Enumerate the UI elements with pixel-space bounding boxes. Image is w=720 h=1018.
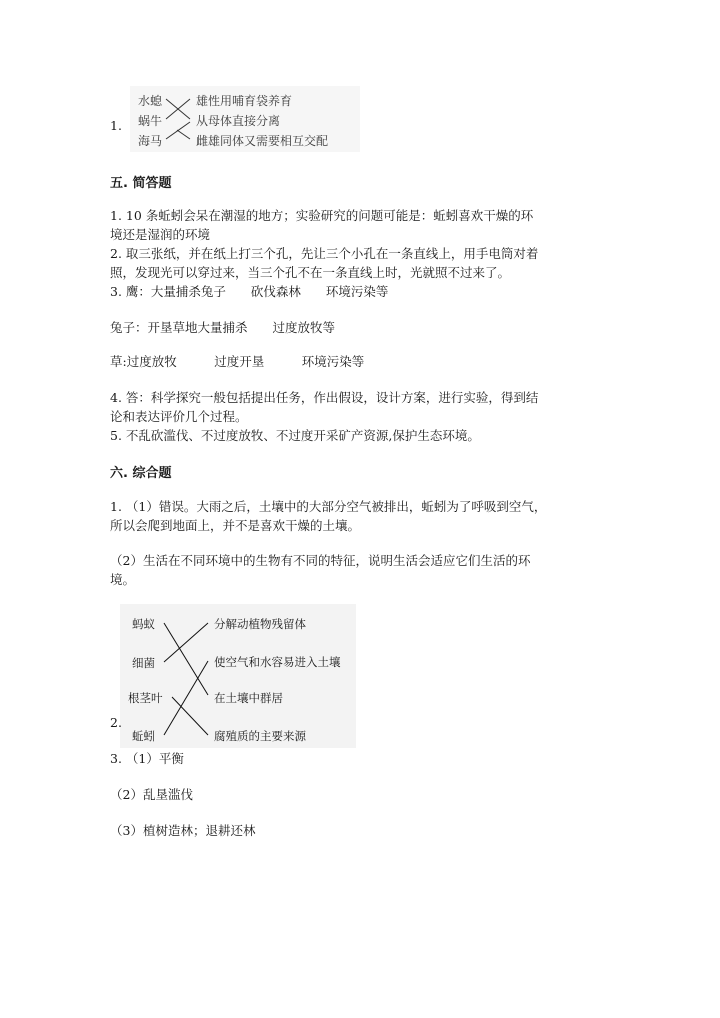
q1-left-item: 蜗牛 xyxy=(138,114,163,128)
answer-6-1 xyxy=(110,497,615,535)
answer-line: 所以会爬到地面上，并不是喜欢干燥的土壤。 xyxy=(110,518,361,533)
q1-right-item: 从母体直接分离 xyxy=(196,114,281,128)
section-6-heading: 六. 综合题 xyxy=(110,466,172,481)
q1-right-item: 雄性用哺育袋养育 xyxy=(196,94,293,108)
section-5-heading: 五. 简答题 xyxy=(110,176,172,191)
q1-line xyxy=(177,130,190,139)
answer-6-1-2 xyxy=(110,551,615,589)
answer-line: 照，发现光可以穿过来，当三个孔不在一条直线上时，光就照不过来了。 xyxy=(110,265,511,280)
answer-line: 境还是湿润的环境 xyxy=(110,227,211,242)
matching-diagram-1 xyxy=(130,86,360,152)
answer-line: 论和表达评价几个过程。 xyxy=(110,409,248,424)
q2-right-item: 使空气和水容易进入土壤 xyxy=(214,655,341,669)
q1-left-item: 水螅 xyxy=(138,94,163,108)
q2-right-item: 分解动植物残留体 xyxy=(214,617,306,631)
q1-number: 1. xyxy=(110,118,122,133)
answer-line: 4. 答：科学探究一般包括提出任务，作出假设，设计方案，进行实验，得到结 xyxy=(110,390,539,405)
q1-connector-lines xyxy=(130,86,360,152)
answer-line: 1. （1）错误。大雨之后，土壤中的大部分空气被排出，蚯蚓为了呼吸到空气， xyxy=(110,499,547,514)
answer-line: 1. 10 条蚯蚓会呆在潮湿的地方；实验研究的问题可能是：蚯蚓喜欢干燥的环 xyxy=(110,208,534,223)
answer-5-3-rabbit: 兔子：开垦草地大量捕杀 过度放牧等 xyxy=(110,320,336,335)
answer-line: 2. 取三张纸，并在纸上打三个孔，先让三个小孔在一条直线上，用手电筒对着 xyxy=(110,246,539,261)
q2-line xyxy=(164,661,208,735)
q1-left-item: 海马 xyxy=(138,134,163,148)
answer-line: 3. 鹰：大量捕杀兔子 砍伐森林 环境污染等 xyxy=(110,284,389,299)
q2-line xyxy=(172,697,208,735)
answer-5-1 xyxy=(110,206,615,301)
answer-5-3-grass: 草:过度放牧 过度开垦 环境污染等 xyxy=(110,354,365,369)
q2-line xyxy=(164,623,208,662)
q2-line xyxy=(164,623,208,695)
answer-6-3-2: （2）乱垦滥伐 xyxy=(110,787,193,802)
q2-connector-lines xyxy=(120,604,356,748)
q2-number: 2. xyxy=(110,715,122,730)
answer-6-3-3: （3）植树造林；退耕还林 xyxy=(110,823,256,838)
matching-diagram-2 xyxy=(120,604,356,748)
answer-line: 5. 不乱砍滥伐、不过度放牧、不过度开采矿产资源,保护生态环境。 xyxy=(110,428,480,443)
q2-right-item: 在土壤中群居 xyxy=(214,691,283,705)
q2-left-item: 细菌 xyxy=(132,656,155,670)
q2-right-item: 腐殖质的主要来源 xyxy=(214,729,306,743)
q2-left-item: 蚂蚁 xyxy=(132,617,155,631)
answer-5-4-5 xyxy=(110,388,615,445)
answer-line: （2）生活在不同环境中的生物有不同的特征，说明生活会适应它们生活的环 xyxy=(110,553,531,568)
q1-right-item: 雌雄同体又需要相互交配 xyxy=(196,134,329,148)
answer-line: 境。 xyxy=(110,572,136,587)
q2-left-item: 根茎叶 xyxy=(128,691,163,705)
answer-6-3-1: 3. （1）平衡 xyxy=(110,751,184,766)
q2-left-item: 蚯蚓 xyxy=(132,729,155,743)
